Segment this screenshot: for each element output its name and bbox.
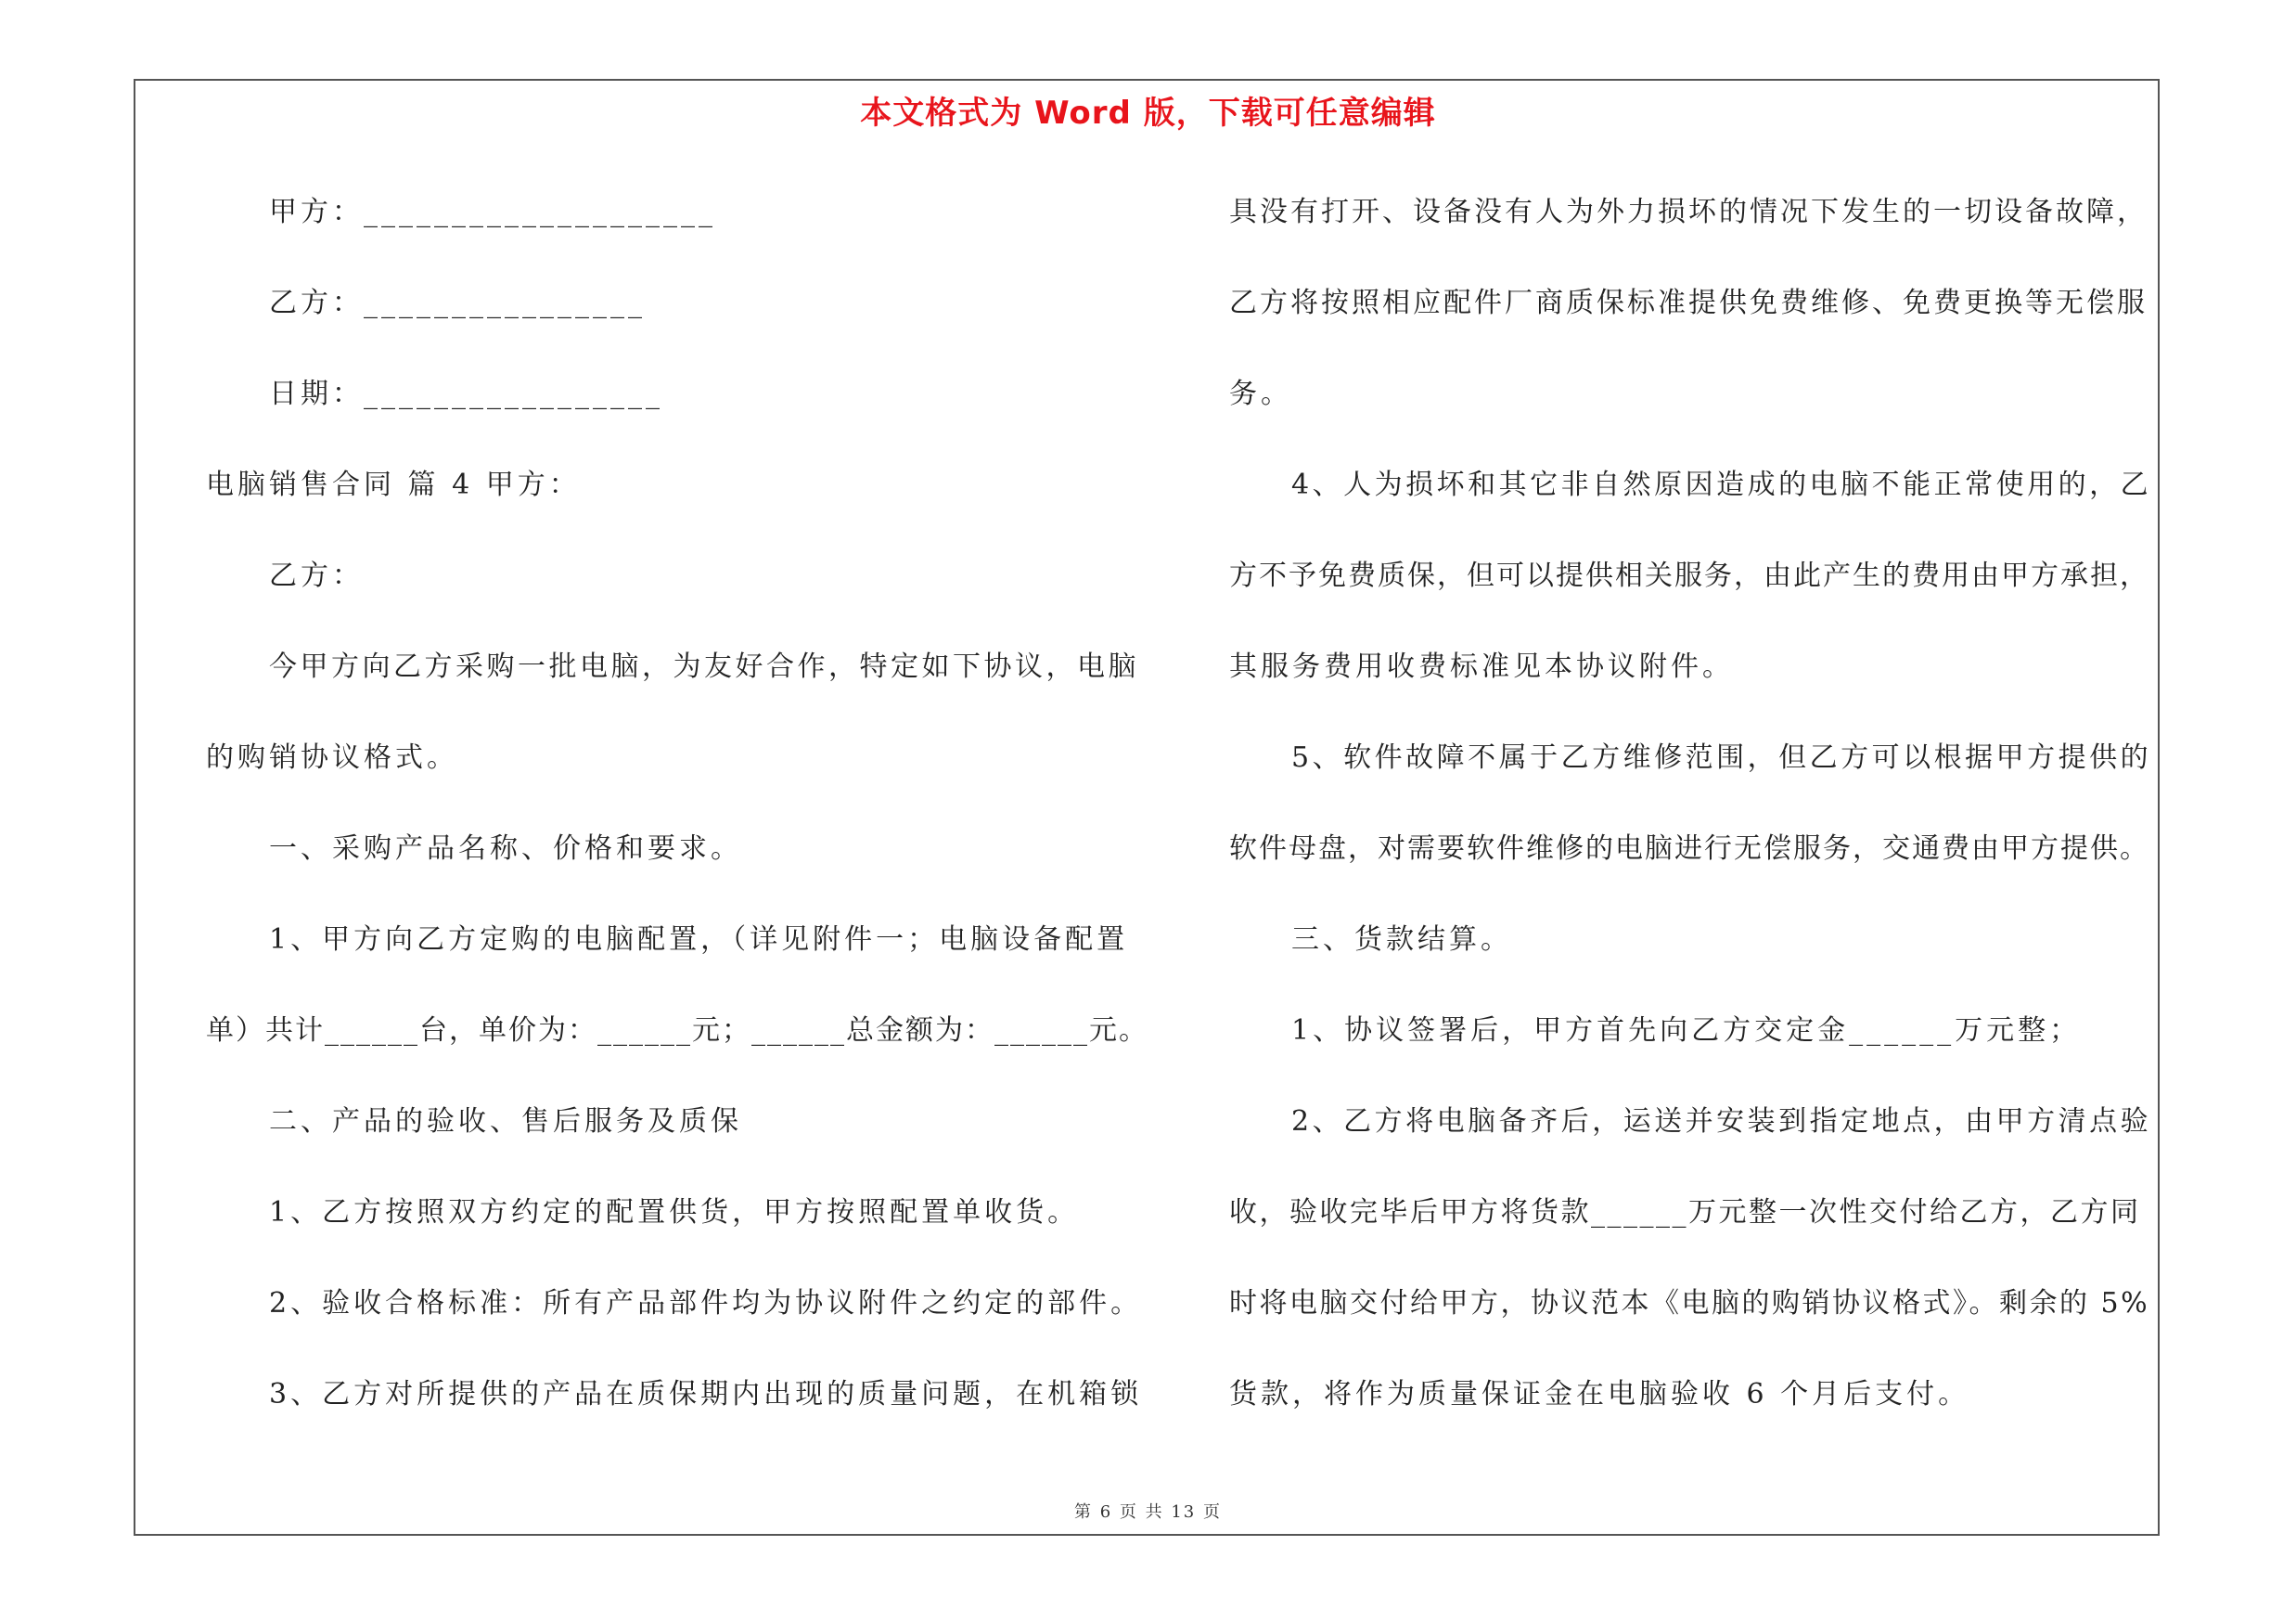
paragraph-line: 的购销协议格式。 xyxy=(206,741,458,774)
paragraph-line: 5、软件故障不属于乙方维修范围，但乙方可以根据甲方提供的 xyxy=(1291,741,2152,774)
contract-title-line: 电脑销售合同 篇 4 甲方： xyxy=(206,469,581,501)
party-b-line: 乙方：________________ xyxy=(269,287,646,319)
page-number-footer: 第 6 页 共 13 页 xyxy=(1074,1502,1222,1522)
paragraph-line: 收，验收完毕后甲方将货款______万元整一次性交付给乙方，乙方同 xyxy=(1229,1196,2141,1229)
paragraph-line: 乙方将按照相应配件厂商质保标准提供免费维修、免费更换等无偿服 xyxy=(1229,287,2148,319)
paragraph-line: 2、验收合格标准：所有产品部件均为协议附件之约定的部件。 xyxy=(269,1287,1143,1320)
party-b-label: 乙方： xyxy=(269,560,364,592)
paragraph-line: 1、甲方向乙方定购的电脑配置，（详见附件一；电脑设备配置 xyxy=(269,923,1129,956)
section-heading: 一、采购产品名称、价格和要求。 xyxy=(269,832,742,865)
paragraph-line: 2、乙方将电脑备齐后，运送并安装到指定地点，由甲方清点验 xyxy=(1291,1105,2152,1138)
paragraph-line: 时将电脑交付给甲方，协议范本《电脑的购销协议格式》。剩余的 5% xyxy=(1229,1287,2150,1320)
paragraph-line: 货款，将作为质量保证金在电脑验收 6 个月后支付。 xyxy=(1229,1378,1970,1410)
section-heading: 二、产品的验收、售后服务及质保 xyxy=(269,1105,742,1138)
paragraph-line: 其服务费用收费标准见本协议附件。 xyxy=(1229,650,1734,683)
party-a-line: 甲方：____________________ xyxy=(269,196,716,228)
word-format-banner: 本文格式为 Word 版，下载可任意编辑 xyxy=(860,95,1436,132)
paragraph-line: 务。 xyxy=(1229,378,1292,410)
section-heading: 三、货款结算。 xyxy=(1291,923,1512,956)
paragraph-line: 方不予免费质保，但可以提供相关服务，由此产生的费用由甲方承担， xyxy=(1229,560,2149,592)
paragraph-line: 3、乙方对所提供的产品在质保期内出现的质量问题，在机箱锁 xyxy=(269,1378,1143,1410)
paragraph-line: 1、乙方按照双方约定的配置供货，甲方按照配置单收货。 xyxy=(269,1196,1080,1229)
date-line: 日期：_________________ xyxy=(269,378,663,410)
paragraph-line: 软件母盘，对需要软件维修的电脑进行无偿服务，交通费由甲方提供。 xyxy=(1229,832,2149,865)
paragraph-line: 今甲方向乙方采购一批电脑，为友好合作，特定如下协议，电脑 xyxy=(269,650,1139,683)
paragraph-line: 4、人为损坏和其它非自然原因造成的电脑不能正常使用的，乙 xyxy=(1291,469,2152,501)
paragraph-line: 1、协议签署后，甲方首先向乙方交定金______万元整； xyxy=(1291,1014,2082,1047)
paragraph-line: 具没有打开、设备没有人为外力损坏的情况下发生的一切设备故障， xyxy=(1229,196,2148,228)
paragraph-line: 单）共计______台，单价为：______元；______总金额为：______元。 xyxy=(206,1014,1148,1047)
